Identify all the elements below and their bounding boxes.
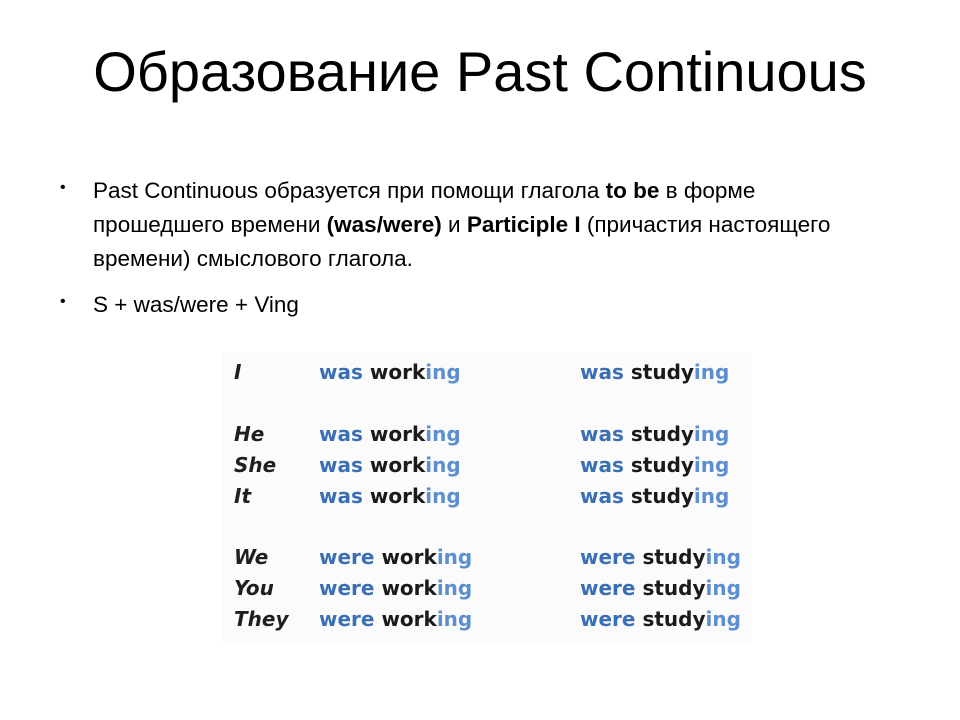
bullet-text: в форме прошедшего времени [93, 178, 756, 237]
auxiliary-verb: were [580, 576, 636, 600]
verb-stem: study [630, 484, 694, 508]
auxiliary-verb: was [319, 422, 363, 446]
ing-suffix: ing [425, 360, 461, 384]
working-cell [319, 451, 461, 479]
auxiliary-verb: was [580, 484, 624, 508]
auxiliary-verb: was [580, 422, 624, 446]
ing-suffix: ing [436, 576, 473, 600]
bullet-text: и [441, 212, 467, 237]
studying-cell [580, 605, 741, 633]
verb-stem: work [369, 360, 426, 384]
studying-cell [580, 451, 729, 479]
working-cell [319, 482, 461, 510]
auxiliary-verb: were [319, 576, 375, 600]
verb-stem: work [381, 607, 437, 631]
verb-stem: study [642, 545, 706, 569]
pronoun-cell: I [234, 360, 242, 384]
bold-term-to-be: to be [605, 178, 660, 203]
auxiliary-verb: was [580, 453, 624, 477]
table-row [222, 420, 752, 448]
ing-suffix: ing [705, 607, 741, 631]
verb-stem: study [642, 576, 706, 600]
verb-stem: work [369, 422, 426, 446]
pronoun-cell: They [234, 607, 289, 631]
table-row [222, 451, 752, 479]
verb-stem: study [642, 607, 706, 631]
bullet-mark: • [60, 293, 66, 310]
bullet-list [60, 174, 890, 322]
ing-suffix: ing [425, 484, 461, 508]
ing-suffix: ing [705, 545, 741, 569]
ing-suffix: ing [693, 484, 730, 508]
pronoun-cell: You [234, 576, 274, 600]
table-row [222, 574, 752, 602]
bullet-item-definition [60, 174, 890, 276]
auxiliary-verb: was [319, 360, 363, 384]
bullet-mark: • [60, 179, 66, 196]
ing-suffix: ing [693, 453, 730, 477]
ing-suffix: ing [425, 453, 461, 477]
verb-stem: study [630, 360, 694, 384]
working-cell [319, 605, 472, 633]
bullet-text: (причастия настоящего времени) смысловогo глагола. [93, 212, 831, 271]
bold-term-was-were: (was/were) [326, 212, 442, 237]
working-cell [319, 358, 461, 386]
studying-cell [580, 543, 741, 571]
studying-cell [580, 358, 729, 386]
auxiliary-verb: were [319, 607, 375, 631]
working-cell [319, 420, 461, 448]
studying-cell [580, 420, 729, 448]
working-cell [319, 543, 472, 571]
ing-suffix: ing [693, 422, 730, 446]
studying-cell [580, 482, 729, 510]
ing-suffix: ing [436, 607, 473, 631]
verb-stem: work [381, 576, 437, 600]
ing-suffix: ing [705, 576, 741, 600]
table-row [222, 482, 752, 510]
verb-stem: work [369, 484, 426, 508]
pronoun-cell: We [234, 545, 269, 569]
auxiliary-verb: were [580, 607, 636, 631]
studying-cell [580, 574, 741, 602]
auxiliary-verb: was [319, 453, 363, 477]
auxiliary-verb: was [580, 360, 624, 384]
pronoun-cell: She [234, 453, 277, 477]
slide-title: Образование Past Continuous [93, 40, 867, 103]
pronoun-cell: He [234, 422, 265, 446]
table-row [222, 543, 752, 571]
auxiliary-verb: were [319, 545, 375, 569]
verb-stem: study [630, 453, 694, 477]
formula-text: S + was/were + Ving [93, 292, 299, 317]
verb-stem: work [369, 453, 426, 477]
ing-suffix: ing [693, 360, 730, 384]
table-row [222, 605, 752, 633]
working-cell [319, 574, 472, 602]
ing-suffix: ing [436, 545, 473, 569]
verb-stem: work [381, 545, 437, 569]
conjugation-table [222, 352, 752, 642]
bold-term-participle: Participle I [466, 212, 581, 237]
verb-stem: study [630, 422, 694, 446]
bullet-item-formula [60, 288, 890, 322]
bullet-text: Past Continuous образуется при помощи глагола [93, 178, 606, 203]
auxiliary-verb: was [319, 484, 363, 508]
table-row [222, 358, 752, 386]
auxiliary-verb: were [580, 545, 636, 569]
ing-suffix: ing [425, 422, 461, 446]
pronoun-cell: It [234, 484, 252, 508]
